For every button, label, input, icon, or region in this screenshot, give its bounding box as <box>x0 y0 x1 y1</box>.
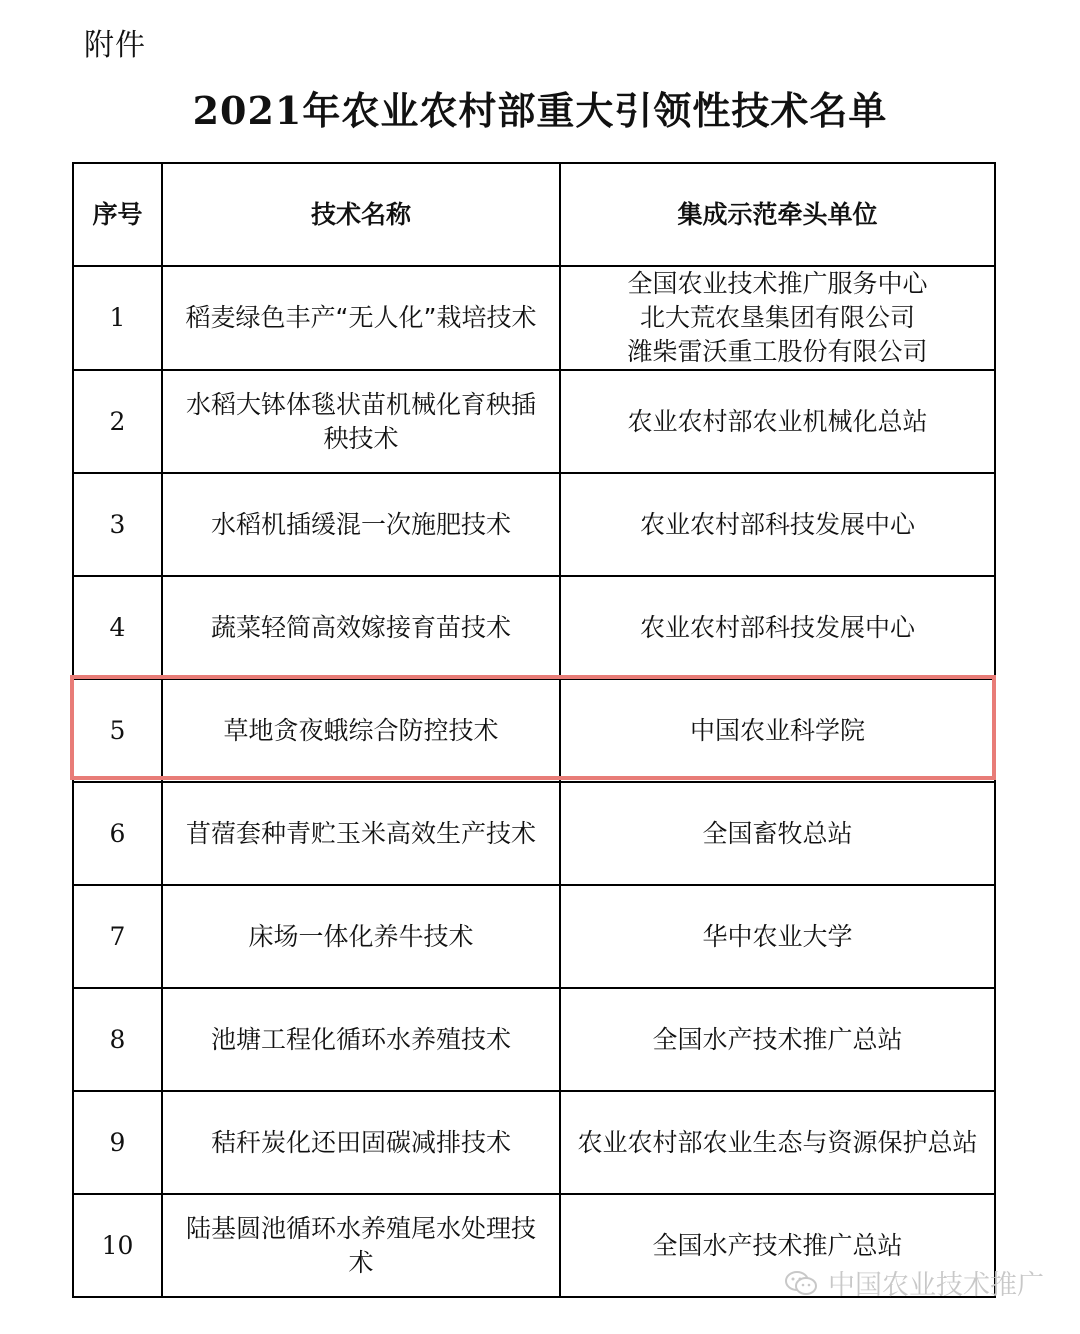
lead-unit: 农业农村部农业机械化总站 <box>627 406 928 436</box>
lead-unit: 全国水产技术推广总站 <box>652 1024 903 1054</box>
wechat-icon <box>784 1270 818 1296</box>
tech-name: 苜蓿套种青贮玉米高效生产技术 <box>162 782 560 885</box>
table-row <box>73 370 995 473</box>
lead-unit: 中国农业科学院 <box>689 715 865 745</box>
lead-unit: 北大荒农垦集团有限公司 <box>639 303 915 332</box>
technology-list-table <box>72 162 996 1298</box>
document-title: 2021年农业农村部重大引领性技术名单 <box>192 88 888 133</box>
table-header-row <box>73 163 995 266</box>
table-row <box>73 1091 995 1194</box>
header-tech-name: 技术名称 <box>162 163 560 266</box>
lead-unit-cell <box>560 885 995 988</box>
watermark-text: 中国农业技术推广 <box>828 1270 1044 1301</box>
lead-unit-cell <box>560 988 995 1091</box>
tech-name: 水稻大钵体毯状苗机械化育秧插秧技术 <box>162 370 560 473</box>
lead-unit-cell <box>560 1091 995 1194</box>
row-number: 9 <box>73 1091 162 1194</box>
header-lead-unit: 集成示范牵头单位 <box>560 163 995 266</box>
lead-unit: 农业农村部农业生态与资源保护总站 <box>577 1127 978 1157</box>
table-row <box>73 576 995 679</box>
lead-unit-cell <box>560 473 995 576</box>
watermark <box>784 1263 1044 1302</box>
row-number: 5 <box>73 679 162 782</box>
tech-name: 水稻机插缓混一次施肥技术 <box>162 473 560 576</box>
table-row <box>73 679 995 782</box>
row-number: 7 <box>73 885 162 988</box>
lead-unit: 全国畜牧总站 <box>702 818 853 848</box>
lead-unit: 华中农业大学 <box>702 921 853 951</box>
row-number: 1 <box>73 266 162 370</box>
lead-unit-cell <box>560 782 995 885</box>
tech-name: 陆基圆池循环水养殖尾水处理技术 <box>162 1194 560 1297</box>
tech-name: 床场一体化养牛技术 <box>162 885 560 988</box>
lead-unit-cell <box>560 576 995 679</box>
header-number: 序号 <box>73 163 162 266</box>
row-number: 8 <box>73 988 162 1091</box>
table-row <box>73 885 995 988</box>
lead-unit-cell <box>560 679 995 782</box>
row-number: 2 <box>73 370 162 473</box>
row-number: 6 <box>73 782 162 885</box>
tech-name: 蔬菜轻简高效嫁接育苗技术 <box>162 576 560 679</box>
row-number: 10 <box>73 1194 162 1297</box>
lead-unit-cell <box>560 370 995 473</box>
table-row <box>73 473 995 576</box>
attachment-label: 附件 <box>84 28 146 63</box>
lead-unit: 农业农村部科技发展中心 <box>639 612 915 642</box>
tech-name: 秸秆炭化还田固碳减排技术 <box>162 1091 560 1194</box>
lead-unit: 农业农村部科技发展中心 <box>639 509 915 539</box>
lead-unit: 潍柴雷沃重工股份有限公司 <box>627 337 928 366</box>
lead-unit: 全国水产技术推广总站 <box>652 1230 903 1260</box>
tech-name: 稻麦绿色丰产“无人化”栽培技术 <box>162 266 560 370</box>
row-number: 3 <box>73 473 162 576</box>
lead-unit-cell <box>560 266 995 370</box>
table-row <box>73 782 995 885</box>
tech-name: 池塘工程化循环水养殖技术 <box>162 988 560 1091</box>
table-row <box>73 988 995 1091</box>
table-row <box>73 266 995 370</box>
row-number: 4 <box>73 576 162 679</box>
lead-unit: 全国农业技术推广服务中心 <box>627 269 928 298</box>
tech-name: 草地贪夜蛾综合防控技术 <box>162 679 560 782</box>
